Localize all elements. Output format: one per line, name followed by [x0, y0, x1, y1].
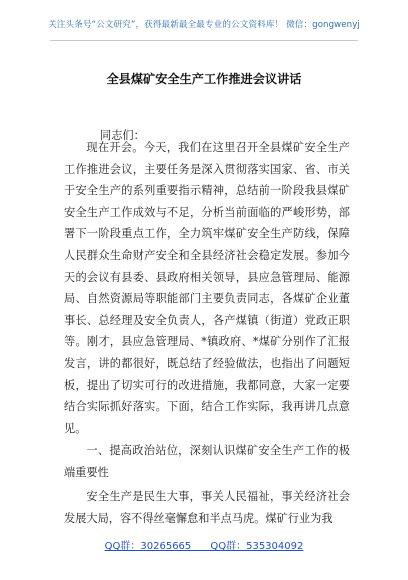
promo-banner: 关注头条号“公文研究”，获得最新最全最专业的公文资料库！ 微信：gongwenyj: [48, 20, 360, 30]
paragraph-section-1: 安全生产是民生大事，事关人民福祉，事关经济社会发展大局，容不得丝毫懈怠和半点马虎。煤矿行业为我: [64, 490, 350, 525]
header-divider: [50, 40, 358, 41]
paragraph-opening: 现在开会。今天，我们在这里召开全县煤矿安全生产工作推进会议，主要任务是深入贯彻落实国家、省、市关于安全生产的系列重要指示精神，总结前一阶段我县煤矿安全生产工作成效与不足，分析当前面临的严峻形势，部署下一阶段重点工作，全力筑牢煤矿安全生产防线，保障人民群众生命财产安全和全县经济社会稳定发展。参加今天的会议有县委、县政府相关领导，县应急管理局、能源局、自然资源局等职能部门主要负责同志，各煤矿企业董事长、总经理及安全负责人，各产煤镇（街道）党政正职等。刚才，县应急管理局、*镇政府、*煤矿分别作了汇报发言，讲的都很好，既总结了经验做法，也指出了问题短板，提出了切实可行的改进措施，我都同意，大家一定要结合实际抓好落实。下面，结合工作实际，我再讲几点意见。: [64, 141, 350, 435]
salutation: 同志们：: [100, 129, 145, 142]
footer-qq-groups[interactable]: QQ群：30265665 QQ群：535304092: [104, 541, 304, 552]
section-heading-1: 一、提高政治站位，深刻认识煤矿安全生产工作的极端重要性: [64, 444, 350, 479]
document-title: 全县煤矿安全生产工作推进会议讲话: [106, 72, 302, 86]
